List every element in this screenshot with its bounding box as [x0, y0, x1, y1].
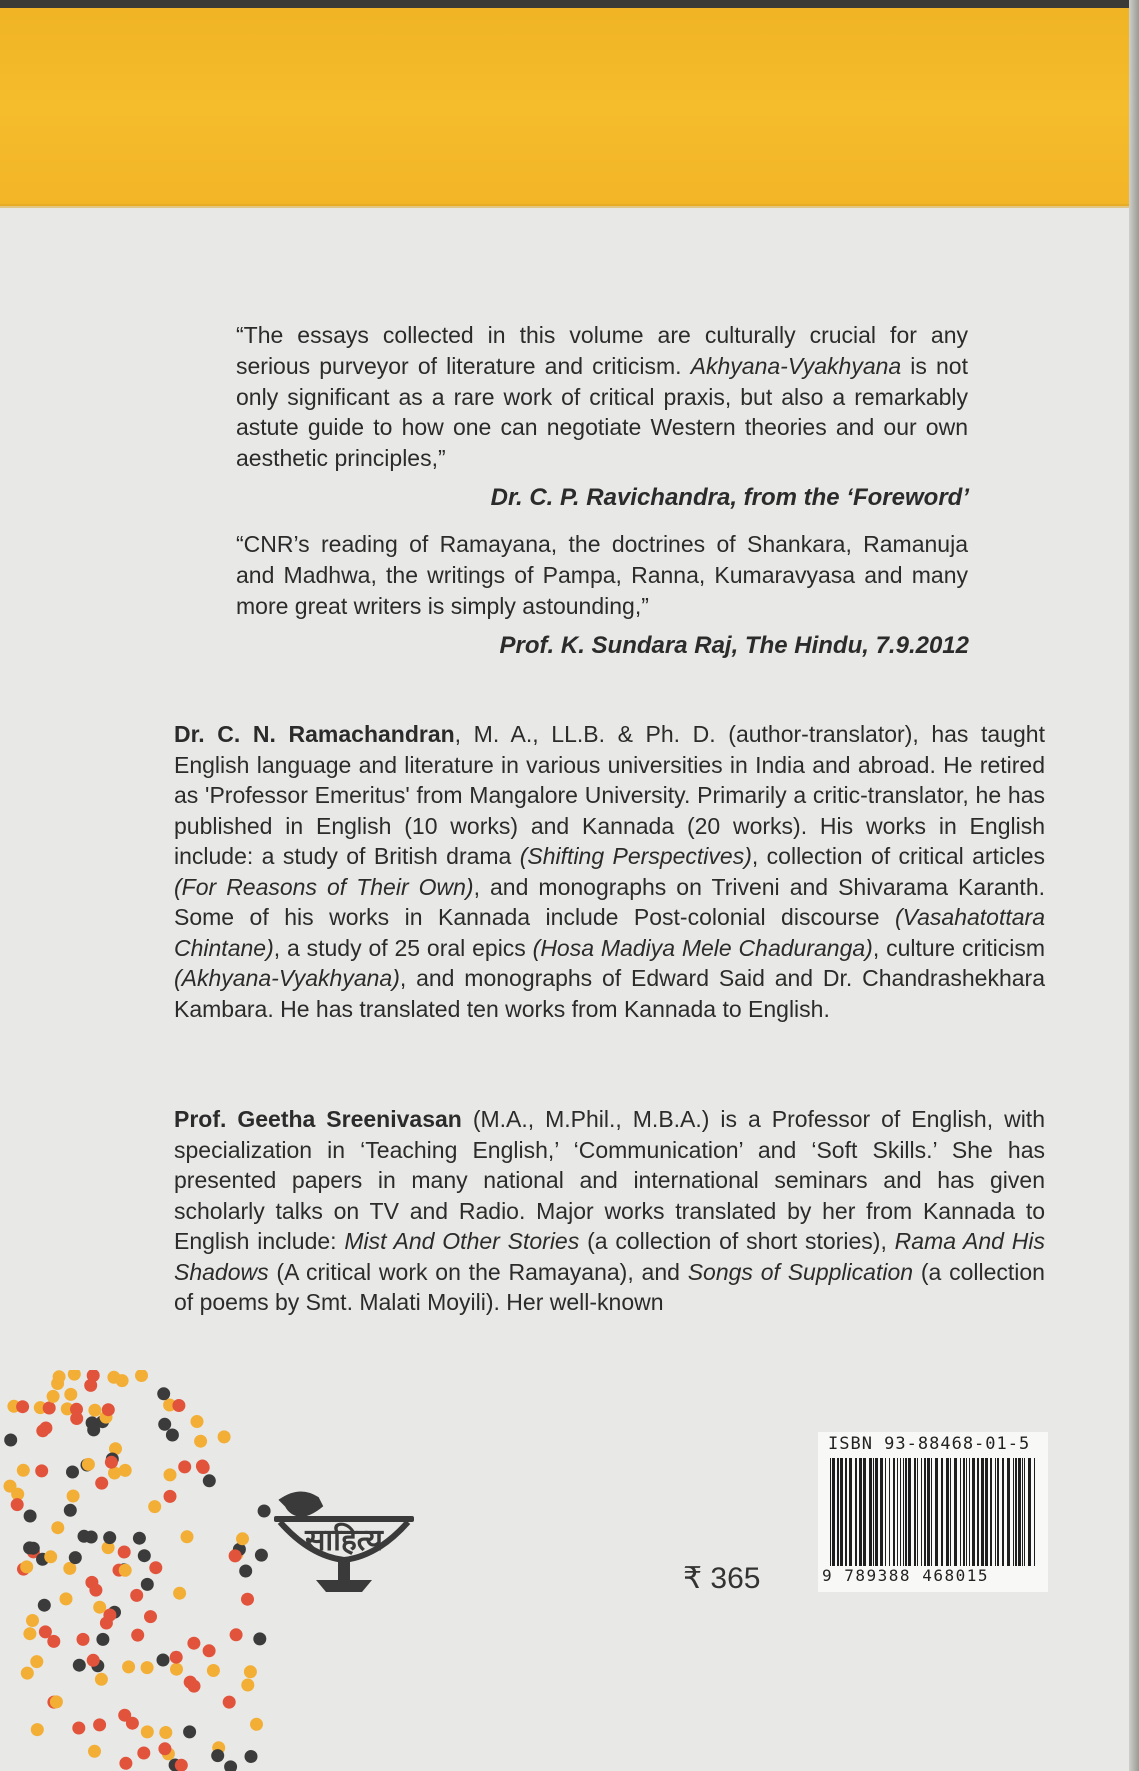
barcode-bar	[950, 1458, 951, 1566]
spine-edge	[1129, 0, 1139, 1771]
quote-2: “CNR’s reading of Ramayana, the doctrines of Shankara, Ramanuja and Madhwa, the writings of Pampa, Ranna, Kumaravyasa and many more great writers is simply astounding,”	[236, 531, 968, 619]
decorative-dot	[138, 1549, 151, 1562]
decorative-dot	[64, 1388, 77, 1401]
decorative-dot	[253, 1632, 266, 1645]
decorative-dot	[87, 1423, 100, 1436]
decorative-dot	[11, 1498, 24, 1511]
bio-1-title-2: (For Reasons of Their Own)	[174, 873, 474, 900]
bio-2-text-b: (a collection of short stories),	[579, 1228, 895, 1254]
yellow-band	[0, 8, 1139, 206]
publisher-logo	[270, 1476, 418, 1596]
decorative-dot	[194, 1435, 207, 1448]
decorative-dot	[85, 1576, 98, 1589]
barcode-bar	[859, 1458, 862, 1566]
barcode-bar	[921, 1458, 922, 1566]
barcode-digits: 9 789388 468015	[822, 1566, 989, 1585]
quote-2-attribution: Prof. K. Sundara Raj, The Hindu, 7.9.2012	[499, 632, 969, 659]
decorative-dot	[85, 1531, 98, 1544]
decorative-dot	[51, 1521, 64, 1534]
bio-1-title-3: (Vasahatottara Chintane)	[174, 904, 1045, 961]
barcode-bar	[1007, 1458, 1010, 1566]
decorative-dot	[21, 1667, 34, 1680]
decorative-dot	[196, 1460, 209, 1473]
decorative-dot	[148, 1500, 161, 1513]
decorative-dot	[245, 1750, 258, 1763]
bio-1-title-4: (Hosa Madiya Mele Chaduranga)	[532, 934, 873, 961]
decorative-dot	[88, 1745, 101, 1758]
barcode-bar	[1018, 1458, 1021, 1566]
decorative-dot	[135, 1370, 148, 1382]
bio-1-text-c: , and monographs on Triveni and Shivarama Karanth. Some of his works in Kannada include Post-colonial discourse	[174, 873, 1046, 930]
bio-1-name: Dr. C. N. Ramachandran	[174, 721, 455, 747]
decorative-dot	[191, 1415, 204, 1428]
decorative-dot	[69, 1551, 82, 1564]
decorative-dot	[53, 1370, 66, 1383]
barcode-bar	[981, 1458, 984, 1566]
barcode-bar	[966, 1458, 967, 1566]
bio-ramachandran	[174, 719, 1045, 1024]
barcode-bar	[917, 1458, 918, 1566]
decorative-dot	[187, 1637, 200, 1650]
logo-flame	[280, 1492, 322, 1516]
quote-1-text-end: is not only significant as a rare work of critical praxis, but also a remarkably astute guide to how one can negotiate Western theories and our own aesthetic principles,”	[236, 352, 968, 472]
bio-2-title-2: Rama And His Shadows	[174, 1228, 1045, 1285]
barcode-bar	[908, 1458, 911, 1566]
decorative-dot	[133, 1532, 146, 1545]
decorative-dot	[26, 1614, 39, 1627]
decorative-dot	[119, 1757, 132, 1770]
barcode-bar	[935, 1458, 938, 1566]
barcode-bar	[885, 1458, 886, 1566]
barcode-bar	[1013, 1458, 1014, 1566]
barcode-bar	[924, 1458, 926, 1566]
barcode-bar	[889, 1458, 890, 1566]
decorative-dot	[184, 1676, 197, 1689]
bio-1-text-d: , a study of 25 oral epics	[273, 934, 533, 961]
decorative-dot	[164, 1490, 177, 1503]
decorative-dot	[20, 1560, 33, 1573]
decorative-dot	[159, 1726, 172, 1739]
decorative-dot	[141, 1578, 154, 1591]
decorative-dot	[47, 1635, 60, 1648]
decorative-dot	[66, 1466, 79, 1479]
barcode-bar	[869, 1458, 872, 1566]
barcode-bar	[914, 1458, 916, 1566]
barcode-bar	[1022, 1458, 1023, 1566]
decorative-dot	[70, 1412, 83, 1425]
decorative-dot	[36, 1424, 49, 1437]
barcode-bar	[840, 1458, 843, 1566]
decorative-dot	[239, 1565, 252, 1578]
decorative-dot	[203, 1474, 216, 1487]
bio-2-title-3: Songs of Supplication	[687, 1258, 914, 1285]
barcode-bar	[832, 1458, 835, 1566]
price: ₹ 365	[683, 1562, 761, 1595]
barcode-bar	[849, 1458, 852, 1566]
decorative-dot	[166, 1429, 179, 1442]
decorative-dot	[224, 1760, 237, 1771]
decorative-dot	[207, 1664, 220, 1677]
barcode	[828, 1458, 1040, 1566]
barcode-bar	[1024, 1458, 1025, 1566]
decorative-dot	[96, 1633, 109, 1646]
decorative-dot	[93, 1718, 106, 1731]
barcode-bar	[990, 1458, 992, 1566]
barcode-bar	[905, 1458, 907, 1566]
decorative-dot	[178, 1460, 191, 1473]
decorative-dot	[23, 1541, 36, 1554]
bio-2-text-c: (A critical work on the Ramayana), and	[268, 1258, 688, 1285]
isbn-label: ISBN 93-88468-01-5	[828, 1434, 1031, 1454]
decorative-dot	[118, 1709, 131, 1722]
decorative-dot	[23, 1627, 36, 1640]
decorative-dot	[35, 1464, 48, 1477]
barcode-bar	[985, 1458, 988, 1566]
decorative-dot	[131, 1629, 144, 1642]
decorative-dot	[64, 1504, 77, 1517]
decorative-dot	[122, 1660, 135, 1673]
bio-1-text-e: , culture criticism	[872, 934, 1045, 961]
logo-text: साहित्य	[305, 1523, 383, 1558]
barcode-bar	[1034, 1458, 1035, 1566]
decorative-dot	[60, 1592, 73, 1605]
decorative-dot	[229, 1549, 242, 1562]
decorative-dot	[43, 1402, 56, 1415]
decorative-dot	[141, 1661, 154, 1674]
decorative-dot	[77, 1633, 90, 1646]
barcode-bar	[837, 1458, 839, 1566]
decorative-dot	[130, 1589, 143, 1602]
quote-1	[236, 320, 968, 474]
decorative-dot	[119, 1564, 132, 1577]
barcode-bar	[873, 1458, 874, 1566]
decorative-dot	[181, 1530, 194, 1543]
barcode-bar	[830, 1458, 831, 1566]
decorative-dot	[173, 1587, 186, 1600]
decorative-dot	[38, 1599, 51, 1612]
decorative-dot	[144, 1610, 157, 1623]
decorative-dot	[47, 1390, 60, 1403]
bio-2-name: Prof. Geetha Sreenivasan	[174, 1106, 462, 1132]
decorative-dot	[141, 1725, 154, 1738]
decorative-dot	[16, 1400, 29, 1413]
decorative-dot	[137, 1747, 150, 1760]
decorative-dot	[93, 1601, 106, 1614]
barcode-panel	[818, 1432, 1048, 1592]
decorative-dot	[170, 1663, 183, 1676]
quote-1-title: Akhyana-Vyakhyana	[690, 352, 902, 379]
barcode-bar	[897, 1458, 898, 1566]
decorative-dot	[164, 1468, 177, 1481]
barcode-bar	[963, 1458, 965, 1566]
decorative-dot	[95, 1477, 108, 1490]
decorative-dot	[230, 1628, 243, 1641]
barcode-bar	[977, 1458, 979, 1566]
decorative-dot	[170, 1651, 183, 1664]
decorative-dot	[241, 1679, 254, 1692]
decorative-dot	[255, 1549, 268, 1562]
decorative-dot	[68, 1370, 81, 1381]
barcode-bar	[931, 1458, 932, 1566]
barcode-bar	[900, 1458, 901, 1566]
decorative-dot	[158, 1418, 171, 1431]
decorative-dot	[88, 1404, 101, 1417]
decorative-dot	[183, 1725, 196, 1738]
barcode-bar	[1015, 1458, 1017, 1566]
barcode-bar	[893, 1458, 895, 1566]
decorative-dot	[95, 1673, 108, 1686]
decorative-dot	[17, 1464, 30, 1477]
bio-2-text-a: (M.A., M.Phil., M.B.A.) is a Professor of English, with specialization in ‘Teaching English,’ ‘Communication’ and ‘Soft Skills.’ She has presented papers in many national and international seminars and has given scholarly talks on TV and Radio. Major works translated by her from Kannada to English include:	[174, 1106, 1045, 1254]
barcode-bar	[941, 1458, 943, 1566]
decorative-dot	[4, 1434, 17, 1447]
decorative-dot	[102, 1403, 115, 1416]
bio-1-text-b: , collection of critical articles	[751, 843, 1045, 869]
barcode-bar	[927, 1458, 930, 1566]
decorative-dot	[44, 1550, 57, 1563]
decorative-dot	[87, 1654, 100, 1667]
barcode-bar	[995, 1458, 996, 1566]
decorative-dot	[211, 1749, 224, 1762]
decorative-dot	[158, 1742, 171, 1755]
decorative-dot	[116, 1374, 129, 1387]
decorative-dot	[73, 1659, 86, 1672]
decorative-dot	[172, 1399, 185, 1412]
decorative-dot	[72, 1722, 85, 1735]
quote-1-text: “The essays collected in this volume are culturally crucial for any serious purveyor of literature and criticism.	[236, 322, 968, 379]
decorative-dot	[241, 1593, 254, 1606]
barcode-bar	[954, 1458, 957, 1566]
decorative-dot	[30, 1655, 43, 1668]
barcode-bar	[855, 1458, 857, 1566]
bio-sreenivasan	[174, 1104, 1045, 1318]
decorative-dot	[118, 1546, 131, 1559]
decorative-dot	[50, 1695, 63, 1708]
bio-1-text-a: , M. A., LL.B. & Ph. D. (author-translator), has taught English language and literature in various universities in India and abroad. He retired as 'Professor Emeritus' from Mangalore University. Primarily a critic-translator, he has published in English (10 works) and Kannada (20 works). His works in English include: a study of British drama	[174, 721, 1045, 869]
decorative-dot	[105, 1456, 118, 1469]
decorative-dot	[203, 1644, 216, 1657]
decorative-dot	[103, 1531, 116, 1544]
barcode-bar	[845, 1458, 847, 1566]
bio-1-text-f: , and monographs of Edward Said and Dr. Chandrashekhara Kambara. He has translated ten works from Kannada to English.	[174, 965, 1045, 1022]
decorative-dot	[4, 1480, 17, 1493]
barcode-bar	[960, 1458, 961, 1566]
decorative-dot	[223, 1696, 236, 1709]
decorative-dot	[24, 1510, 37, 1523]
barcode-bar	[946, 1458, 949, 1566]
barcode-bar	[997, 1458, 999, 1566]
bio-2-text-d: (a collection of poems by Smt. Malati Moyili). Her well-known	[174, 1258, 1045, 1315]
decorative-dot	[31, 1723, 44, 1736]
decorative-dot	[236, 1532, 249, 1545]
decorative-dot	[157, 1654, 170, 1667]
barcode-bar	[863, 1458, 866, 1566]
bio-2-title-1: Mist And Other Stories	[344, 1228, 580, 1254]
decorative-dot	[67, 1490, 80, 1503]
decorative-dot	[100, 1617, 113, 1630]
barcode-bar	[1028, 1458, 1031, 1566]
decorative-dot	[157, 1387, 170, 1400]
decorative-dot	[149, 1561, 162, 1574]
bio-1-title-1: (Shifting Perspectives)	[519, 843, 752, 869]
quote-1-attribution: Dr. C. P. Ravichandra, from the ‘Foreword’	[490, 484, 969, 511]
barcode-bar	[969, 1458, 970, 1566]
band-edge	[0, 204, 1139, 208]
decorative-dots	[0, 1370, 290, 1771]
decorative-dot	[258, 1505, 271, 1518]
barcode-bar	[1002, 1458, 1004, 1566]
bio-1-title-5: (Akhyana-Vyakhyana)	[174, 965, 400, 991]
decorative-dot	[218, 1430, 231, 1443]
barcode-bar	[972, 1458, 975, 1566]
decorative-dot	[244, 1665, 257, 1678]
barcode-bar	[903, 1458, 904, 1566]
decorative-dot	[250, 1718, 263, 1731]
barcode-bar	[880, 1458, 883, 1566]
barcode-bar	[875, 1458, 878, 1566]
decorative-dot	[82, 1458, 95, 1471]
